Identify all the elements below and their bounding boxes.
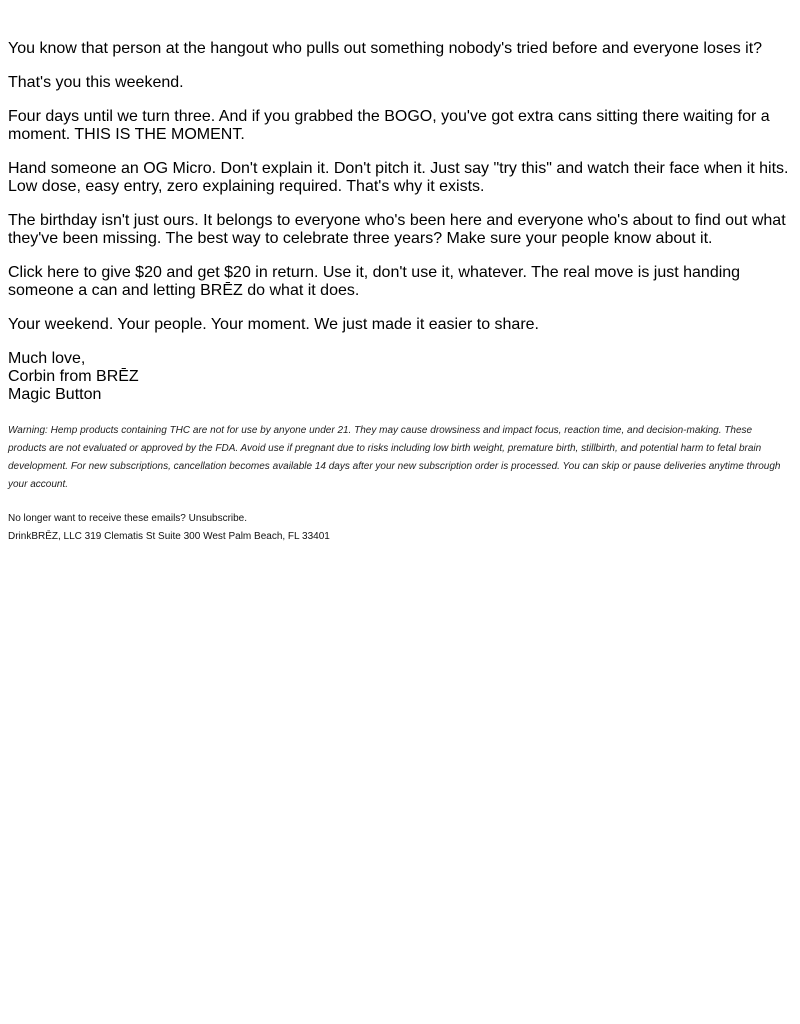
unsubscribe-line	[8, 510, 792, 528]
signature	[8, 350, 792, 404]
paragraph-referral	[8, 264, 792, 300]
legal-warning: Warning: Hemp products containing THC are not for use by anyone under 21. They may cause drowsiness and impact focus, reaction time, and decision-making. These products are not evaluated or approved by the FDA. Avoid use if pregnant due to risks including low birth weight, premature birth, stillbirth, and potential harm to fetal brain development. For new subscriptions, cancellation becomes available 14 days after your new subscription order is processed. You can skip or pause deliveries anytime through your account.	[8, 425, 781, 490]
referral-text: to give $20 and get $20 in return. Use it, don't use it, whatever. The real move is just handing someone a can and letting BRĒZ do what it does.	[8, 264, 741, 299]
signature-title: Magic Button	[8, 386, 102, 403]
unsubscribe-prompt: No longer want to receive these emails?	[8, 513, 189, 524]
paragraph-og-micro: Hand someone an OG Micro. Don't explain it. Don't pitch it. Just say "try this" and watch their face when it hits. Low dose, easy entry, zero explaining required. That's why it exists.	[8, 160, 789, 195]
paragraph-celebrate: The birthday isn't just ours. It belongs to everyone who's been here and everyone who's about to find out what they've been missing. The best way to celebrate three years? Make sure your people know about it.	[8, 212, 786, 247]
paragraph-birthday-countdown: Four days until we turn three. And if you grabbed the BOGO, you've got extra cans sitting there waiting for a moment. THIS IS THE MOMENT.	[8, 108, 770, 143]
signature-greeting: Much love,	[8, 350, 86, 367]
paragraph-intro: You know that person at the hangout who pulls out something nobody's tried before and everyone loses it?	[8, 40, 763, 57]
paragraph-weekend: That's you this weekend.	[8, 74, 184, 91]
unsubscribe-link[interactable]: Unsubscribe.	[188, 513, 248, 524]
signature-name: Corbin from BRĒZ	[8, 368, 139, 385]
paragraph-closing: Your weekend. Your people. Your moment. We just made it easier to share.	[8, 316, 539, 333]
company-address: DrinkBRĒZ, LLC 319 Clematis St Suite 300 West Palm Beach, FL 33401	[8, 531, 330, 542]
referral-link[interactable]: Click here	[8, 264, 80, 281]
